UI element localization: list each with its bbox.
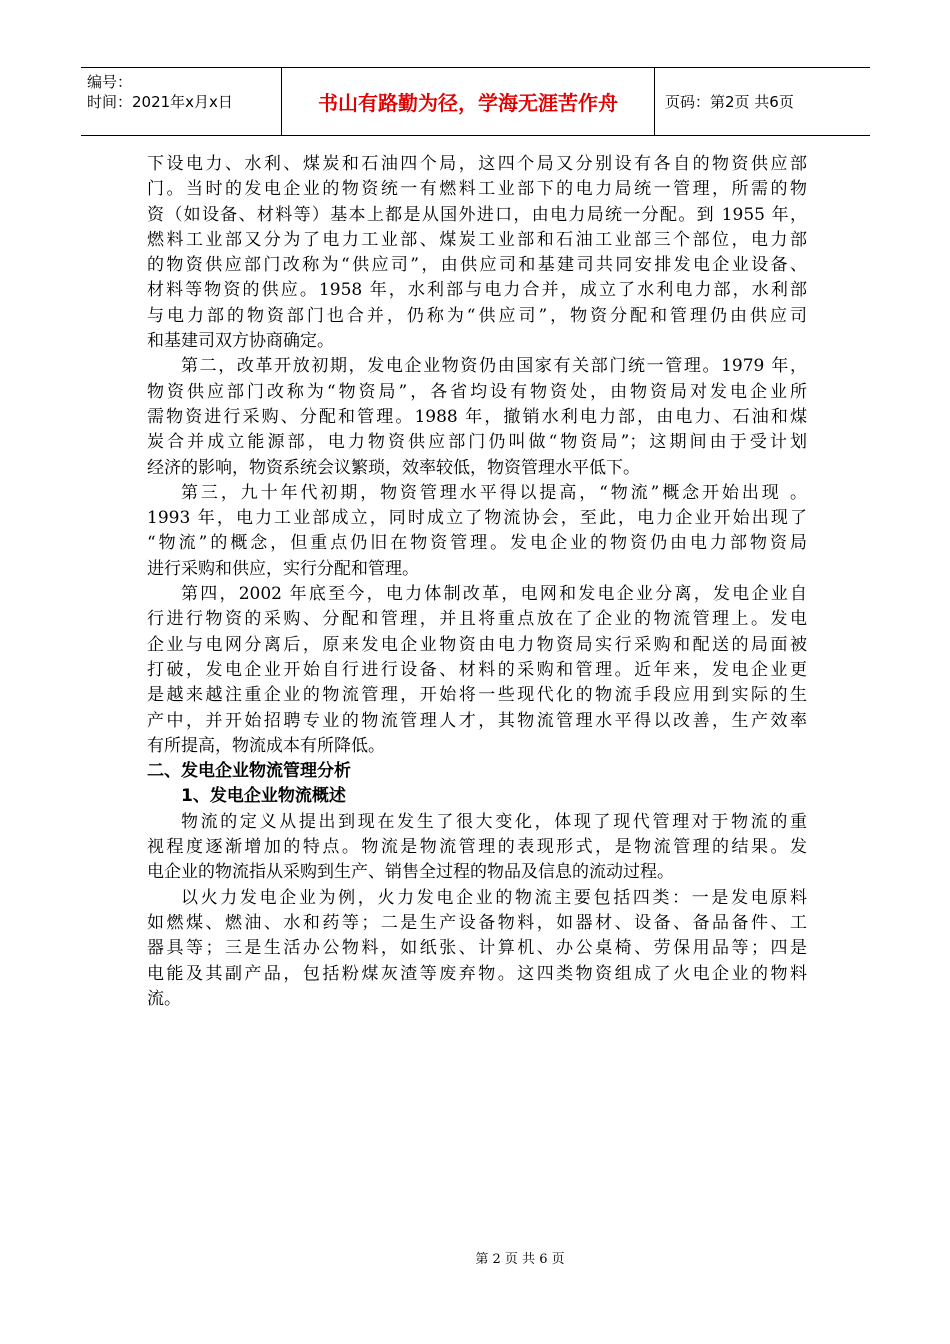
page-info: 页码：第2页 共6页 [665,93,794,111]
body-line: 电能及其副产品，包括粉煤灰渣等废弃物。这四类物资组成了火电企业的物料 [147,963,807,984]
body-line: 和基建司双方协商确定。 [147,331,334,352]
body-line: 视程度逐渐增加的特点。物流是物流管理的表现形式，是物流管理的结果。发 [147,837,807,858]
header-right-cell [655,68,870,135]
body-line: 产中，并开始招聘专业的物流管理人才，其物流管理水平得以改善，生产效率 [147,710,807,731]
document-body [147,152,807,1012]
footer-page-number: 第 2 页 共 6 页 [475,1252,565,1267]
body-line: 打破，发电企业开始自行进行设备、材料的采购和管理。近年来，发电企业更 [147,659,807,680]
body-line: 第三，九十年代初期，物资管理水平得以提高，“物流”概念开始出现 。 [181,482,807,503]
body-line: 物流的定义从提出到现在发生了很大变化，体现了现代管理对于物流的重 [181,811,807,832]
body-line: 如燃煤、燃油、水和药等；二是生产设备物料，如器材、设备、备品备件、工 [147,912,807,933]
header-motto-cell [282,68,655,135]
body-line: 有所提高，物流成本有所降低。 [147,735,385,756]
body-line: 行进行物资的采购、分配和管理，并且将重点放在了企业的物流管理上。发电 [147,609,807,630]
body-line: 的物资供应部门改称为“供应司”，由供应司和基建司共同安排发电企业设备、 [147,255,807,276]
body-line: 材料等物资的供应。1958 年，水利部与电力合并，成立了水利电力部，水利部 [147,280,807,301]
body-line: 需物资进行采购、分配和管理。1988 年，撤销水利电力部，由电力、石油和煤 [147,406,807,427]
number-label: 编号： [87,73,133,91]
body-line: 燃料工业部又分为了电力工业部、煤炭工业部和石油工业部三个部位，电力部 [147,229,807,250]
body-line: 以火力发电企业为例，火力发电企业的物流主要包括四类：一是发电原料 [181,887,807,908]
section-heading: 二、发电企业物流管理分析 [147,761,351,782]
body-line: 是越来越注重企业的物流管理，开始将一些现代化的物流手段应用到实际的生 [147,685,807,706]
page-footer [0,1248,950,1267]
body-line: 流。 [147,988,181,1009]
body-line: 进行采购和供应，实行分配和管理。 [147,558,419,579]
time-label: 时间：2021年x月x日 [87,93,233,111]
body-line: 企业与电网分离后，原来发电企业物资由电力物资局实行采购和配送的局面被 [147,634,807,655]
header-left-cell [81,68,282,135]
body-line: 物资供应部门改称为“物资局”，各省均设有物资处，由物资局对发电企业所 [147,381,807,402]
body-line: 经济的影响，物资系统会议繁琐，效率较低，物资管理水平低下。 [147,457,640,478]
body-line: 1993 年，电力工业部成立，同时成立了物流协会，至此，电力企业开始出现了 [147,508,807,529]
body-line: 与电力部的物资部门也合并，仍称为“供应司”，物资分配和管理仍由供应司 [147,305,807,326]
body-line: 电企业的物流指从采购到生产、销售全过程的物品及信息的流动过程。 [147,862,674,883]
body-line: “物流”的概念，但重点仍旧在物资管理。发电企业的物资仍由电力部物资局 [147,533,807,554]
body-line: 器具等；三是生活办公物料，如纸张、计算机、办公桌椅、劳保用品等；四是 [147,938,807,959]
body-line: 第四，2002 年底至今，电力体制改革，电网和发电企业分离，发电企业自 [181,584,807,605]
body-line: 门。当时的发电企业的物资统一有燃料工业部下的电力局统一管理，所需的物 [147,179,807,200]
header-table [81,67,870,136]
body-line: 资（如设备、材料等）基本上都是从国外进口，由电力局统一分配。到 1955 年， [147,204,807,225]
body-line: 第二，改革开放初期，发电企业物资仍由国家有关部门统一管理。1979 年， [181,356,807,377]
subsection-heading: 1、发电企业物流概述 [181,786,346,807]
motto-text: 书山有路勤为径，学海无涯苦作舟 [318,91,618,115]
body-line: 下设电力、水利、煤炭和石油四个局，这四个局又分别设有各自的物资供应部 [147,154,807,174]
body-line: 炭合并成立能源部，电力物资供应部门仍叫做“物资局”；这期间由于受计划 [147,432,807,453]
